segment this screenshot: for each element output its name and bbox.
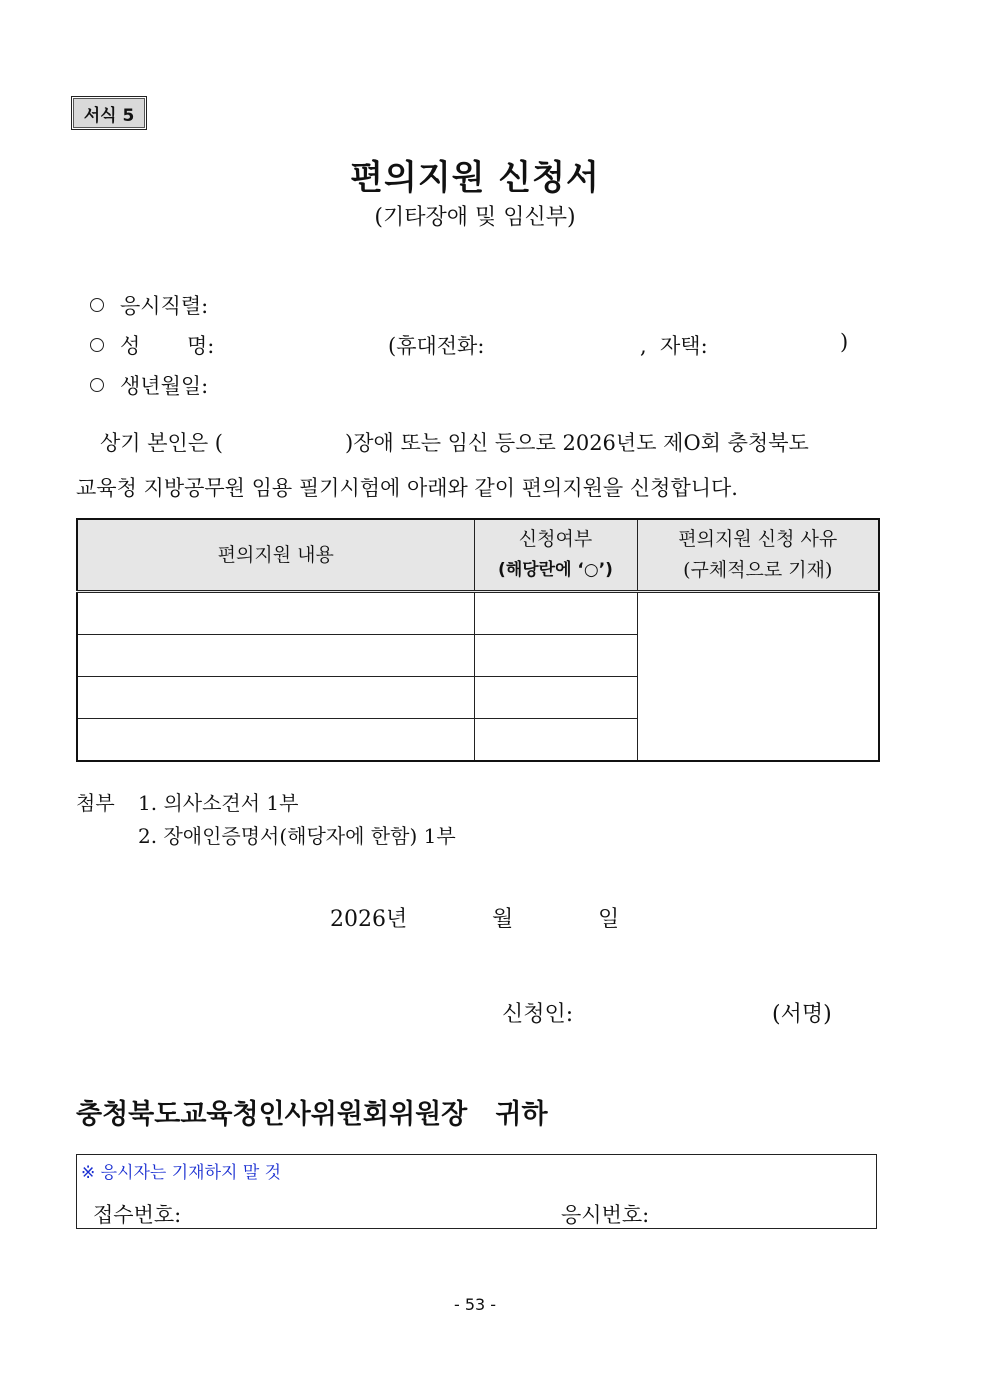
form-number-text: 서식 5 (83, 105, 135, 126)
field-job (90, 290, 208, 320)
form-number-badge (73, 98, 145, 128)
bullet-circle-icon (90, 338, 104, 352)
header-content: 편의지원 내용 (77, 519, 474, 592)
exam-number-label: 응시번호: (561, 1203, 650, 1227)
field-close-paren: ) (840, 330, 849, 354)
field-name-label: 성 명: (120, 334, 215, 358)
apply-cell[interactable] (474, 677, 637, 719)
date-day: 일 (598, 907, 620, 932)
attachment-label: 첨부 (76, 791, 115, 815)
header-apply: 신청여부 (해당란에 ‘○’) (474, 519, 637, 592)
office-note: ※ 응시자는 기재하지 말 것 (81, 1163, 282, 1183)
attachment-item-2: 2. 장애인증명서(해당자에 한함) 1부 (138, 824, 456, 848)
date-year: 2026년 (330, 907, 408, 932)
apply-cell[interactable] (474, 635, 637, 677)
content-cell[interactable] (77, 677, 474, 719)
content-cell[interactable] (77, 592, 474, 635)
attachment-item-1: 1. 의사소견서 1부 (138, 791, 299, 815)
reason-cell[interactable] (637, 592, 879, 762)
content-cell[interactable] (77, 635, 474, 677)
bullet-circle-icon (90, 378, 104, 392)
statement-line1-start: 상기 본인은 ( (100, 431, 223, 455)
office-use-box (76, 1154, 877, 1229)
statement-line1-end: )장애 또는 임신 등으로 2026년도 제O회 충청북도 (345, 431, 809, 455)
content-cell[interactable] (77, 719, 474, 762)
field-job-label: 응시직렬: (120, 294, 209, 318)
apply-cell[interactable] (474, 592, 637, 635)
accommodation-table (76, 518, 880, 762)
field-birth-label: 생년월일: (120, 374, 209, 398)
statement-line2: 교육청 지방공무원 임용 필기시험에 아래와 같이 편의지원을 신청합니다. (76, 476, 738, 500)
signature-label: (서명) (772, 1002, 832, 1027)
page-number: - 53 - (453, 1295, 497, 1314)
receipt-number-label: 접수번호: (93, 1203, 182, 1227)
date-month: 월 (492, 907, 514, 932)
table-row (77, 592, 879, 635)
header-reason: 편의지원 신청 사유 (구체적으로 기재) (637, 519, 879, 592)
field-name (90, 330, 214, 360)
document-title: 편의지원 신청서 (350, 158, 600, 198)
field-home-label: , 자택: (640, 334, 708, 358)
addressee: 충청북도교육청인사위원회위원장 귀하 (76, 1099, 548, 1130)
applicant-label: 신청인: (502, 1002, 574, 1027)
field-phone-label: (휴대전화: (388, 334, 485, 358)
apply-cell[interactable] (474, 719, 637, 762)
bullet-circle-icon (90, 298, 104, 312)
document-subtitle: (기타장애 및 임신부) (374, 205, 576, 230)
field-birth (90, 370, 208, 400)
